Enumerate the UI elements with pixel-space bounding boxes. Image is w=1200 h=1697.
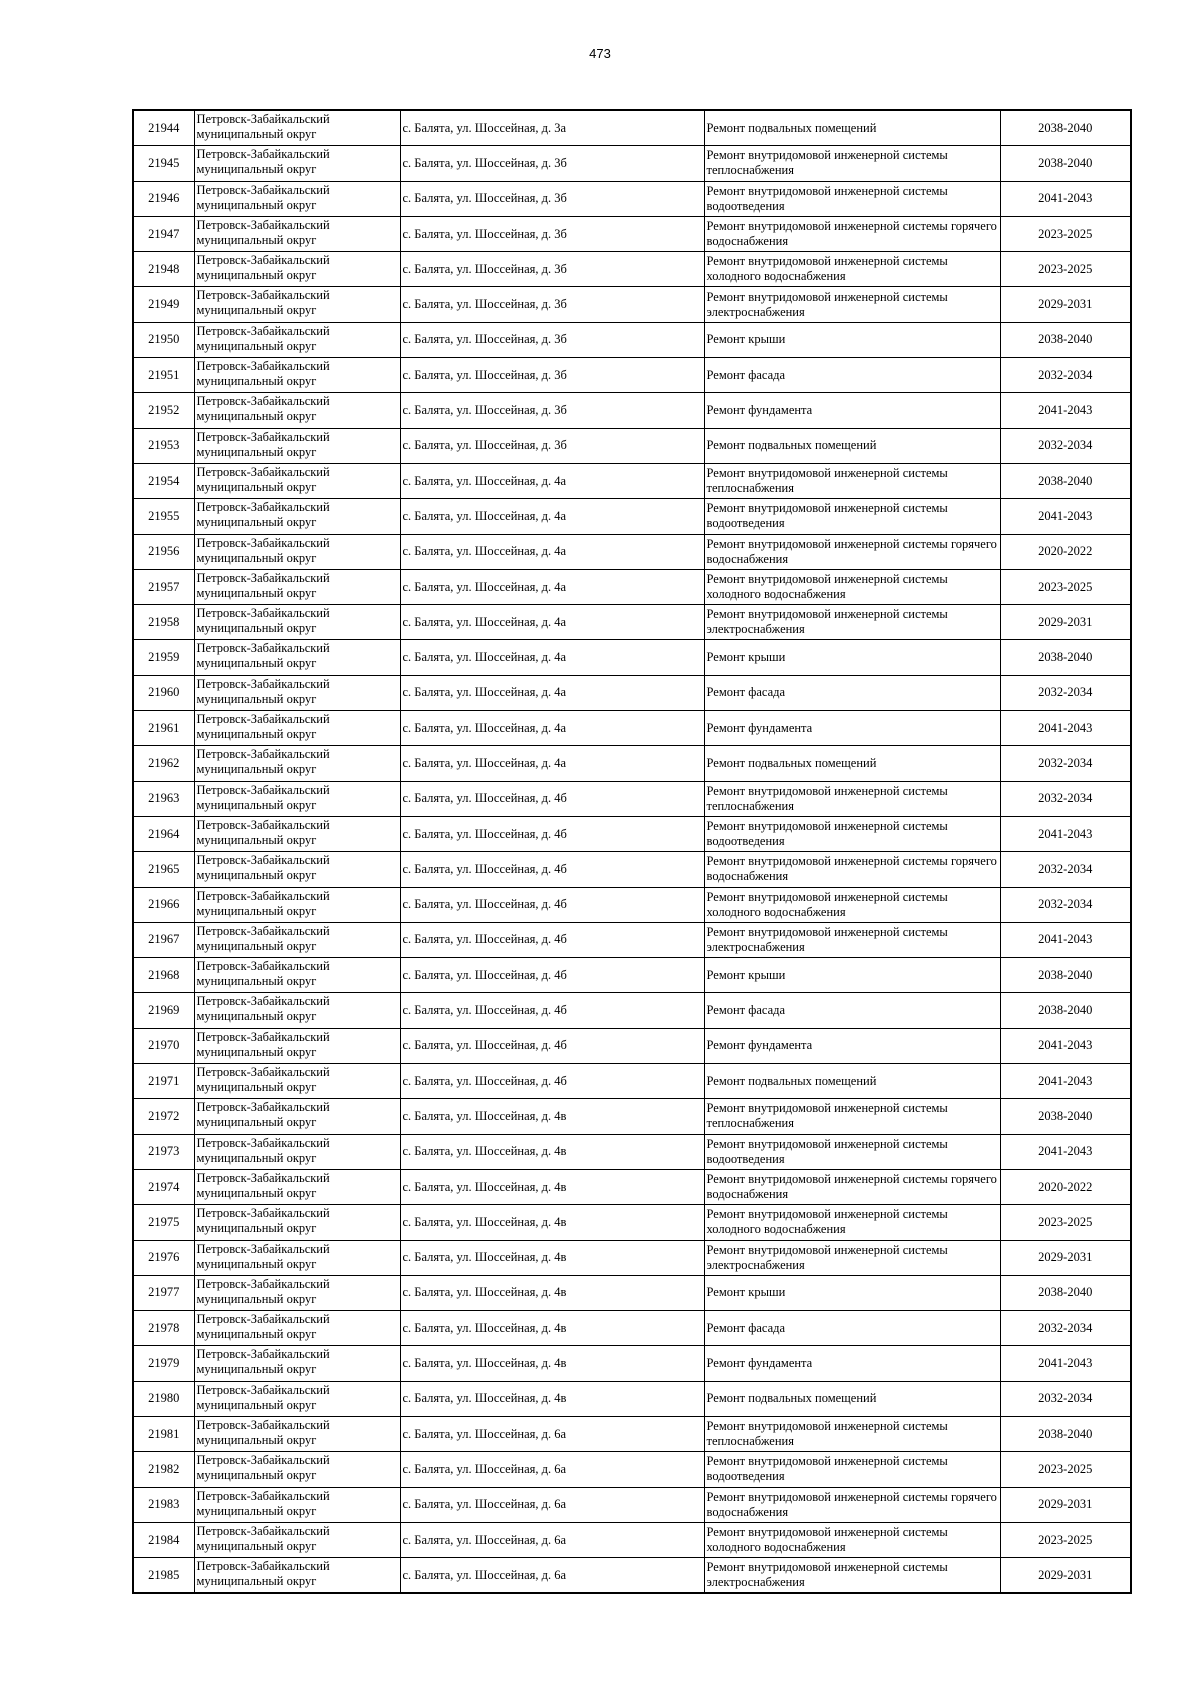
municipality-cell: Петровск-Забайкальский муниципальный округ bbox=[194, 216, 400, 251]
municipality-cell: Петровск-Забайкальский муниципальный округ bbox=[194, 463, 400, 498]
row-number-cell: 21968 bbox=[133, 958, 194, 993]
row-number-cell: 21984 bbox=[133, 1522, 194, 1557]
row-number-cell: 21959 bbox=[133, 640, 194, 675]
row-number-cell: 21981 bbox=[133, 1416, 194, 1451]
work-type-cell: Ремонт внутридомовой инженерной системы электроснабжения bbox=[704, 1240, 1000, 1275]
address-cell: с. Балята, ул. Шоссейная, д. 4в bbox=[400, 1381, 704, 1416]
municipality-cell: Петровск-Забайкальский муниципальный округ bbox=[194, 958, 400, 993]
table-row bbox=[133, 393, 1131, 428]
table-row bbox=[133, 287, 1131, 322]
work-type-cell: Ремонт крыши bbox=[704, 322, 1000, 357]
period-cell: 2041-2043 bbox=[1000, 1346, 1131, 1381]
address-cell: с. Балята, ул. Шоссейная, д. 4б bbox=[400, 922, 704, 957]
period-cell: 2041-2043 bbox=[1000, 711, 1131, 746]
period-cell: 2038-2040 bbox=[1000, 146, 1131, 181]
row-number-cell: 21952 bbox=[133, 393, 194, 428]
row-number-cell: 21967 bbox=[133, 922, 194, 957]
address-cell: с. Балята, ул. Шоссейная, д. 4в bbox=[400, 1205, 704, 1240]
municipality-cell: Петровск-Забайкальский муниципальный округ bbox=[194, 287, 400, 322]
address-cell: с. Балята, ул. Шоссейная, д. 4в bbox=[400, 1346, 704, 1381]
period-cell: 2023-2025 bbox=[1000, 569, 1131, 604]
row-number-cell: 21958 bbox=[133, 605, 194, 640]
period-cell: 2032-2034 bbox=[1000, 428, 1131, 463]
row-number-cell: 21983 bbox=[133, 1487, 194, 1522]
row-number-cell: 21973 bbox=[133, 1134, 194, 1169]
table-row bbox=[133, 216, 1131, 251]
period-cell: 2038-2040 bbox=[1000, 463, 1131, 498]
work-type-cell: Ремонт внутридомовой инженерной системы электроснабжения bbox=[704, 1558, 1000, 1594]
row-number-cell: 21965 bbox=[133, 852, 194, 887]
municipality-cell: Петровск-Забайкальский муниципальный округ bbox=[194, 1205, 400, 1240]
row-number-cell: 21974 bbox=[133, 1169, 194, 1204]
row-number-cell: 21950 bbox=[133, 322, 194, 357]
address-cell: с. Балята, ул. Шоссейная, д. 4а bbox=[400, 463, 704, 498]
row-number-cell: 21982 bbox=[133, 1452, 194, 1487]
municipality-cell: Петровск-Забайкальский муниципальный округ bbox=[194, 1099, 400, 1134]
address-cell: с. Балята, ул. Шоссейная, д. 4а bbox=[400, 499, 704, 534]
row-number-cell: 21946 bbox=[133, 181, 194, 216]
table-body bbox=[133, 110, 1131, 1593]
work-type-cell: Ремонт внутридомовой инженерной системы горячего водоснабжения bbox=[704, 1487, 1000, 1522]
row-number-cell: 21947 bbox=[133, 216, 194, 251]
work-type-cell: Ремонт внутридомовой инженерной системы теплоснабжения bbox=[704, 463, 1000, 498]
period-cell: 2032-2034 bbox=[1000, 675, 1131, 710]
period-cell: 2041-2043 bbox=[1000, 1134, 1131, 1169]
work-type-cell: Ремонт внутридомовой инженерной системы водоотведения bbox=[704, 1452, 1000, 1487]
municipality-cell: Петровск-Забайкальский муниципальный округ bbox=[194, 393, 400, 428]
address-cell: с. Балята, ул. Шоссейная, д. 3б bbox=[400, 393, 704, 428]
work-type-cell: Ремонт внутридомовой инженерной системы водоотведения bbox=[704, 499, 1000, 534]
work-type-cell: Ремонт фасада bbox=[704, 675, 1000, 710]
work-type-cell: Ремонт фундамента bbox=[704, 1028, 1000, 1063]
table-row bbox=[133, 322, 1131, 357]
work-type-cell: Ремонт фасада bbox=[704, 1311, 1000, 1346]
period-cell: 2038-2040 bbox=[1000, 993, 1131, 1028]
period-cell: 2029-2031 bbox=[1000, 1240, 1131, 1275]
work-type-cell: Ремонт внутридомовой инженерной системы холодного водоснабжения bbox=[704, 252, 1000, 287]
municipality-cell: Петровск-Забайкальский муниципальный округ bbox=[194, 605, 400, 640]
period-cell: 2038-2040 bbox=[1000, 110, 1131, 146]
municipality-cell: Петровск-Забайкальский муниципальный округ bbox=[194, 499, 400, 534]
table-row bbox=[133, 463, 1131, 498]
row-number-cell: 21963 bbox=[133, 781, 194, 816]
row-number-cell: 21975 bbox=[133, 1205, 194, 1240]
row-number-cell: 21980 bbox=[133, 1381, 194, 1416]
work-type-cell: Ремонт внутридомовой инженерной системы холодного водоснабжения bbox=[704, 569, 1000, 604]
address-cell: с. Балята, ул. Шоссейная, д. 4в bbox=[400, 1169, 704, 1204]
municipality-cell: Петровск-Забайкальский муниципальный округ bbox=[194, 887, 400, 922]
municipality-cell: Петровск-Забайкальский муниципальный округ bbox=[194, 922, 400, 957]
period-cell: 2041-2043 bbox=[1000, 499, 1131, 534]
period-cell: 2023-2025 bbox=[1000, 252, 1131, 287]
work-type-cell: Ремонт фасада bbox=[704, 358, 1000, 393]
row-number-cell: 21969 bbox=[133, 993, 194, 1028]
row-number-cell: 21972 bbox=[133, 1099, 194, 1134]
municipality-cell: Петровск-Забайкальский муниципальный округ bbox=[194, 358, 400, 393]
municipality-cell: Петровск-Забайкальский муниципальный округ bbox=[194, 1240, 400, 1275]
work-type-cell: Ремонт внутридомовой инженерной системы водоотведения bbox=[704, 816, 1000, 851]
table-row bbox=[133, 1487, 1131, 1522]
row-number-cell: 21964 bbox=[133, 816, 194, 851]
table-row bbox=[133, 1064, 1131, 1099]
address-cell: с. Балята, ул. Шоссейная, д. 3б bbox=[400, 287, 704, 322]
table-row bbox=[133, 534, 1131, 569]
period-cell: 2020-2022 bbox=[1000, 1169, 1131, 1204]
address-cell: с. Балята, ул. Шоссейная, д. 4а bbox=[400, 605, 704, 640]
work-type-cell: Ремонт крыши bbox=[704, 958, 1000, 993]
address-cell: с. Балята, ул. Шоссейная, д. 3б bbox=[400, 358, 704, 393]
period-cell: 2029-2031 bbox=[1000, 605, 1131, 640]
row-number-cell: 21978 bbox=[133, 1311, 194, 1346]
table-row bbox=[133, 499, 1131, 534]
work-type-cell: Ремонт внутридомовой инженерной системы электроснабжения bbox=[704, 605, 1000, 640]
table-row bbox=[133, 1134, 1131, 1169]
period-cell: 2038-2040 bbox=[1000, 1099, 1131, 1134]
municipality-cell: Петровск-Забайкальский муниципальный округ bbox=[194, 640, 400, 675]
address-cell: с. Балята, ул. Шоссейная, д. 4а bbox=[400, 534, 704, 569]
row-number-cell: 21979 bbox=[133, 1346, 194, 1381]
period-cell: 2038-2040 bbox=[1000, 640, 1131, 675]
address-cell: с. Балята, ул. Шоссейная, д. 4б bbox=[400, 958, 704, 993]
table-row bbox=[133, 781, 1131, 816]
table-row bbox=[133, 1275, 1131, 1310]
address-cell: с. Балята, ул. Шоссейная, д. 4а bbox=[400, 640, 704, 675]
table-row bbox=[133, 640, 1131, 675]
table-row bbox=[133, 110, 1131, 146]
period-cell: 2032-2034 bbox=[1000, 852, 1131, 887]
table-row bbox=[133, 1522, 1131, 1557]
work-type-cell: Ремонт подвальных помещений bbox=[704, 1064, 1000, 1099]
row-number-cell: 21966 bbox=[133, 887, 194, 922]
row-number-cell: 21961 bbox=[133, 711, 194, 746]
repair-schedule-table bbox=[132, 109, 1132, 1594]
municipality-cell: Петровск-Забайкальский муниципальный округ bbox=[194, 322, 400, 357]
work-type-cell: Ремонт фундамента bbox=[704, 711, 1000, 746]
table-row bbox=[133, 1452, 1131, 1487]
address-cell: с. Балята, ул. Шоссейная, д. 6а bbox=[400, 1416, 704, 1451]
period-cell: 2023-2025 bbox=[1000, 1522, 1131, 1557]
period-cell: 2041-2043 bbox=[1000, 922, 1131, 957]
address-cell: с. Балята, ул. Шоссейная, д. 4в bbox=[400, 1240, 704, 1275]
period-cell: 2041-2043 bbox=[1000, 816, 1131, 851]
period-cell: 2041-2043 bbox=[1000, 1064, 1131, 1099]
work-type-cell: Ремонт внутридомовой инженерной системы теплоснабжения bbox=[704, 1416, 1000, 1451]
table-row bbox=[133, 1240, 1131, 1275]
row-number-cell: 21985 bbox=[133, 1558, 194, 1594]
period-cell: 2029-2031 bbox=[1000, 1487, 1131, 1522]
municipality-cell: Петровск-Забайкальский муниципальный округ bbox=[194, 1311, 400, 1346]
municipality-cell: Петровск-Забайкальский муниципальный округ bbox=[194, 1346, 400, 1381]
address-cell: с. Балята, ул. Шоссейная, д. 4в bbox=[400, 1275, 704, 1310]
municipality-cell: Петровск-Забайкальский муниципальный округ bbox=[194, 181, 400, 216]
address-cell: с. Балята, ул. Шоссейная, д. 4б bbox=[400, 781, 704, 816]
table-row bbox=[133, 958, 1131, 993]
period-cell: 2032-2034 bbox=[1000, 1311, 1131, 1346]
period-cell: 2032-2034 bbox=[1000, 358, 1131, 393]
address-cell: с. Балята, ул. Шоссейная, д. 3б bbox=[400, 428, 704, 463]
work-type-cell: Ремонт крыши bbox=[704, 640, 1000, 675]
row-number-cell: 21951 bbox=[133, 358, 194, 393]
work-type-cell: Ремонт внутридомовой инженерной системы холодного водоснабжения bbox=[704, 887, 1000, 922]
work-type-cell: Ремонт подвальных помещений bbox=[704, 428, 1000, 463]
address-cell: с. Балята, ул. Шоссейная, д. 4а bbox=[400, 569, 704, 604]
address-cell: с. Балята, ул. Шоссейная, д. 6а bbox=[400, 1522, 704, 1557]
table-row bbox=[133, 746, 1131, 781]
work-type-cell: Ремонт внутридомовой инженерной системы теплоснабжения bbox=[704, 146, 1000, 181]
table-row bbox=[133, 1558, 1131, 1594]
address-cell: с. Балята, ул. Шоссейная, д. 3б bbox=[400, 322, 704, 357]
work-type-cell: Ремонт внутридомовой инженерной системы водоотведения bbox=[704, 181, 1000, 216]
work-type-cell: Ремонт внутридомовой инженерной системы холодного водоснабжения bbox=[704, 1205, 1000, 1240]
municipality-cell: Петровск-Забайкальский муниципальный округ bbox=[194, 675, 400, 710]
address-cell: с. Балята, ул. Шоссейная, д. 6а bbox=[400, 1452, 704, 1487]
municipality-cell: Петровск-Забайкальский муниципальный округ bbox=[194, 1064, 400, 1099]
work-type-cell: Ремонт внутридомовой инженерной системы горячего водоснабжения bbox=[704, 534, 1000, 569]
table-row bbox=[133, 358, 1131, 393]
address-cell: с. Балята, ул. Шоссейная, д. 4в bbox=[400, 1134, 704, 1169]
row-number-cell: 21953 bbox=[133, 428, 194, 463]
period-cell: 2041-2043 bbox=[1000, 181, 1131, 216]
address-cell: с. Балята, ул. Шоссейная, д. 3б bbox=[400, 146, 704, 181]
table-row bbox=[133, 605, 1131, 640]
table-row bbox=[133, 1416, 1131, 1451]
municipality-cell: Петровск-Забайкальский муниципальный округ bbox=[194, 746, 400, 781]
page-number: 473 bbox=[589, 46, 611, 61]
table-row bbox=[133, 569, 1131, 604]
table-row bbox=[133, 711, 1131, 746]
period-cell: 2023-2025 bbox=[1000, 1452, 1131, 1487]
period-cell: 2020-2022 bbox=[1000, 534, 1131, 569]
period-cell: 2029-2031 bbox=[1000, 1558, 1131, 1594]
address-cell: с. Балята, ул. Шоссейная, д. 3б bbox=[400, 252, 704, 287]
row-number-cell: 21949 bbox=[133, 287, 194, 322]
address-cell: с. Балята, ул. Шоссейная, д. 4а bbox=[400, 711, 704, 746]
period-cell: 2029-2031 bbox=[1000, 287, 1131, 322]
table-row bbox=[133, 1028, 1131, 1063]
period-cell: 2041-2043 bbox=[1000, 1028, 1131, 1063]
table-row bbox=[133, 1205, 1131, 1240]
period-cell: 2038-2040 bbox=[1000, 322, 1131, 357]
work-type-cell: Ремонт внутридомовой инженерной системы горячего водоснабжения bbox=[704, 852, 1000, 887]
period-cell: 2023-2025 bbox=[1000, 216, 1131, 251]
period-cell: 2032-2034 bbox=[1000, 1381, 1131, 1416]
row-number-cell: 21957 bbox=[133, 569, 194, 604]
period-cell: 2032-2034 bbox=[1000, 746, 1131, 781]
work-type-cell: Ремонт внутридомовой инженерной системы горячего водоснабжения bbox=[704, 216, 1000, 251]
table-row bbox=[133, 146, 1131, 181]
address-cell: с. Балята, ул. Шоссейная, д. 4б bbox=[400, 1028, 704, 1063]
address-cell: с. Балята, ул. Шоссейная, д. 4а bbox=[400, 675, 704, 710]
address-cell: с. Балята, ул. Шоссейная, д. 4б bbox=[400, 852, 704, 887]
municipality-cell: Петровск-Забайкальский муниципальный округ bbox=[194, 816, 400, 851]
row-number-cell: 21945 bbox=[133, 146, 194, 181]
table-row bbox=[133, 1169, 1131, 1204]
municipality-cell: Петровск-Забайкальский муниципальный округ bbox=[194, 852, 400, 887]
address-cell: с. Балята, ул. Шоссейная, д. 3а bbox=[400, 110, 704, 146]
municipality-cell: Петровск-Забайкальский муниципальный округ bbox=[194, 569, 400, 604]
row-number-cell: 21977 bbox=[133, 1275, 194, 1310]
municipality-cell: Петровск-Забайкальский муниципальный округ bbox=[194, 146, 400, 181]
municipality-cell: Петровск-Забайкальский муниципальный округ bbox=[194, 110, 400, 146]
address-cell: с. Балята, ул. Шоссейная, д. 4б bbox=[400, 993, 704, 1028]
row-number-cell: 21948 bbox=[133, 252, 194, 287]
municipality-cell: Петровск-Забайкальский муниципальный округ bbox=[194, 1522, 400, 1557]
period-cell: 2032-2034 bbox=[1000, 887, 1131, 922]
work-type-cell: Ремонт внутридомовой инженерной системы электроснабжения bbox=[704, 922, 1000, 957]
table-row bbox=[133, 852, 1131, 887]
row-number-cell: 21956 bbox=[133, 534, 194, 569]
work-type-cell: Ремонт подвальных помещений bbox=[704, 110, 1000, 146]
address-cell: с. Балята, ул. Шоссейная, д. 6а bbox=[400, 1558, 704, 1594]
address-cell: с. Балята, ул. Шоссейная, д. 3б bbox=[400, 181, 704, 216]
table-row bbox=[133, 1346, 1131, 1381]
municipality-cell: Петровск-Забайкальский муниципальный округ bbox=[194, 711, 400, 746]
address-cell: с. Балята, ул. Шоссейная, д. 4а bbox=[400, 746, 704, 781]
table-row bbox=[133, 993, 1131, 1028]
work-type-cell: Ремонт подвальных помещений bbox=[704, 1381, 1000, 1416]
work-type-cell: Ремонт внутридомовой инженерной системы электроснабжения bbox=[704, 287, 1000, 322]
work-type-cell: Ремонт подвальных помещений bbox=[704, 746, 1000, 781]
address-cell: с. Балята, ул. Шоссейная, д. 4в bbox=[400, 1311, 704, 1346]
municipality-cell: Петровск-Забайкальский муниципальный округ bbox=[194, 781, 400, 816]
row-number-cell: 21962 bbox=[133, 746, 194, 781]
row-number-cell: 21976 bbox=[133, 1240, 194, 1275]
municipality-cell: Петровск-Забайкальский муниципальный округ bbox=[194, 993, 400, 1028]
work-type-cell: Ремонт внутридомовой инженерной системы горячего водоснабжения bbox=[704, 1169, 1000, 1204]
municipality-cell: Петровск-Забайкальский муниципальный округ bbox=[194, 1028, 400, 1063]
municipality-cell: Петровск-Забайкальский муниципальный округ bbox=[194, 252, 400, 287]
row-number-cell: 21955 bbox=[133, 499, 194, 534]
row-number-cell: 21971 bbox=[133, 1064, 194, 1099]
period-cell: 2041-2043 bbox=[1000, 393, 1131, 428]
period-cell: 2023-2025 bbox=[1000, 1205, 1131, 1240]
municipality-cell: Петровск-Забайкальский муниципальный округ bbox=[194, 1487, 400, 1522]
work-type-cell: Ремонт внутридомовой инженерной системы теплоснабжения bbox=[704, 781, 1000, 816]
municipality-cell: Петровск-Забайкальский муниципальный округ bbox=[194, 1452, 400, 1487]
address-cell: с. Балята, ул. Шоссейная, д. 4б bbox=[400, 816, 704, 851]
address-cell: с. Балята, ул. Шоссейная, д. 4б bbox=[400, 1064, 704, 1099]
period-cell: 2038-2040 bbox=[1000, 1275, 1131, 1310]
table-row bbox=[133, 816, 1131, 851]
municipality-cell: Петровск-Забайкальский муниципальный округ bbox=[194, 1381, 400, 1416]
municipality-cell: Петровск-Забайкальский муниципальный округ bbox=[194, 428, 400, 463]
period-cell: 2038-2040 bbox=[1000, 958, 1131, 993]
table-row bbox=[133, 1099, 1131, 1134]
work-type-cell: Ремонт внутридомовой инженерной системы холодного водоснабжения bbox=[704, 1522, 1000, 1557]
period-cell: 2038-2040 bbox=[1000, 1416, 1131, 1451]
work-type-cell: Ремонт крыши bbox=[704, 1275, 1000, 1310]
work-type-cell: Ремонт фасада bbox=[704, 993, 1000, 1028]
work-type-cell: Ремонт фундамента bbox=[704, 393, 1000, 428]
period-cell: 2032-2034 bbox=[1000, 781, 1131, 816]
municipality-cell: Петровск-Забайкальский муниципальный округ bbox=[194, 1275, 400, 1310]
table-row bbox=[133, 922, 1131, 957]
row-number-cell: 21944 bbox=[133, 110, 194, 146]
table-row bbox=[133, 252, 1131, 287]
address-cell: с. Балята, ул. Шоссейная, д. 4б bbox=[400, 887, 704, 922]
municipality-cell: Петровск-Забайкальский муниципальный округ bbox=[194, 1134, 400, 1169]
address-cell: с. Балята, ул. Шоссейная, д. 3б bbox=[400, 216, 704, 251]
table-row bbox=[133, 1381, 1131, 1416]
table-row bbox=[133, 1311, 1131, 1346]
row-number-cell: 21960 bbox=[133, 675, 194, 710]
municipality-cell: Петровск-Забайкальский муниципальный округ bbox=[194, 1416, 400, 1451]
work-type-cell: Ремонт внутридомовой инженерной системы водоотведения bbox=[704, 1134, 1000, 1169]
table-row bbox=[133, 181, 1131, 216]
address-cell: с. Балята, ул. Шоссейная, д. 6а bbox=[400, 1487, 704, 1522]
municipality-cell: Петровск-Забайкальский муниципальный округ bbox=[194, 1558, 400, 1594]
work-type-cell: Ремонт фундамента bbox=[704, 1346, 1000, 1381]
municipality-cell: Петровск-Забайкальский муниципальный округ bbox=[194, 1169, 400, 1204]
table-row bbox=[133, 675, 1131, 710]
row-number-cell: 21954 bbox=[133, 463, 194, 498]
row-number-cell: 21970 bbox=[133, 1028, 194, 1063]
address-cell: с. Балята, ул. Шоссейная, д. 4в bbox=[400, 1099, 704, 1134]
table-row bbox=[133, 887, 1131, 922]
table-row bbox=[133, 428, 1131, 463]
work-type-cell: Ремонт внутридомовой инженерной системы теплоснабжения bbox=[704, 1099, 1000, 1134]
municipality-cell: Петровск-Забайкальский муниципальный округ bbox=[194, 534, 400, 569]
